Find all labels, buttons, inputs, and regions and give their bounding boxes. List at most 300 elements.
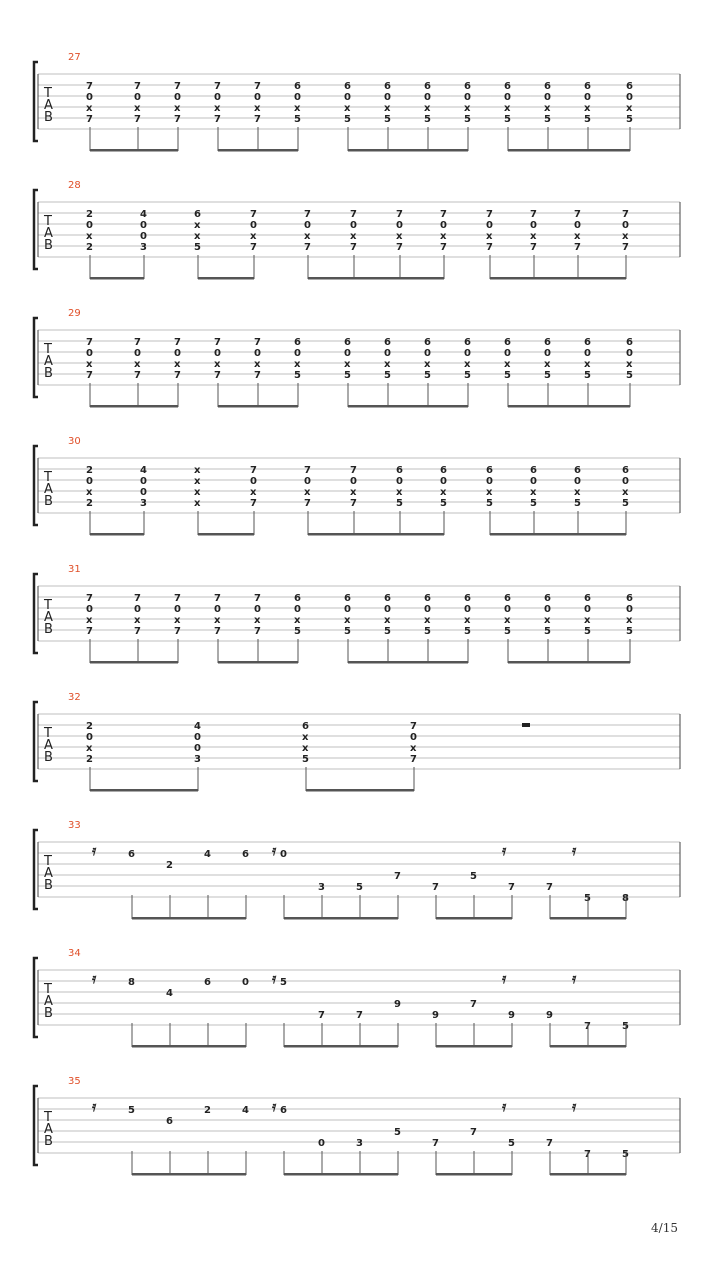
fret-number: 0 [544,604,551,615]
fret-number: 6 [194,209,201,220]
fret-number: 0 [440,220,447,231]
fret-number: 7 [574,209,581,220]
fret-number: 7 [174,337,181,348]
fret-number: x [396,487,403,498]
fret-number: 5 [280,977,287,988]
fret-number: 7 [214,337,221,348]
fret-number: x [622,487,629,498]
fret-number: 5 [384,370,391,381]
fret-number: x [626,615,633,626]
fret-number: 0 [294,348,301,359]
fret-number: 0 [384,604,391,615]
tab-system [32,308,684,418]
tab-staff [32,832,684,932]
fret-number: 5 [384,626,391,637]
fret-number: 0 [86,604,93,615]
fret-number: x [424,615,431,626]
fret-number: 4 [194,721,201,732]
fret-number: 0 [486,220,493,231]
fret-number: 4 [140,209,147,220]
fret-number: 0 [86,348,93,359]
fret-number: 0 [410,732,417,743]
tab-clef-a: A [44,482,53,498]
fret-number: 6 [424,81,431,92]
beam [218,405,298,408]
fret-number: 0 [214,92,221,103]
fret-number: 6 [626,593,633,604]
rest: 𝄿 [272,843,277,859]
rest: 𝄿 [502,971,507,987]
tab-staff [32,64,684,164]
fret-number: x [250,231,257,242]
fret-number: 5 [464,626,471,637]
fret-number: 0 [584,604,591,615]
fret-number: 0 [464,92,471,103]
fret-number: 7 [254,337,261,348]
fret-number: x [464,103,471,114]
rest: 𝄿 [92,1099,97,1115]
fret-number: 6 [128,849,135,860]
measure-number: 27 [68,52,81,63]
fret-number: x [396,231,403,242]
fret-number: 7 [304,498,311,509]
fret-number: 6 [574,465,581,476]
fret-number: x [194,476,201,487]
fret-number: 0 [174,604,181,615]
fret-number: x [194,498,201,509]
fret-number: x [574,231,581,242]
fret-number: 7 [86,337,93,348]
fret-number: 6 [464,337,471,348]
fret-number: 0 [344,604,351,615]
rest: 𝄿 [92,971,97,987]
tab-clef-b: B [44,494,53,510]
fret-number: 0 [530,476,537,487]
fret-number: 5 [344,626,351,637]
beam [348,661,468,664]
fret-number: 7 [134,593,141,604]
fret-number: 0 [86,732,93,743]
system-bracket [34,574,38,653]
system-bracket [34,446,38,525]
fret-number: 7 [254,81,261,92]
fret-number: 3 [194,754,201,765]
fret-number: 5 [394,1127,401,1138]
measure-number: 29 [68,308,81,319]
fret-number: x [504,615,511,626]
tab-clef-t: T [44,470,52,485]
tab-staff [32,448,684,548]
system-bracket [34,702,38,781]
fret-number: 7 [134,370,141,381]
fret-number: 0 [214,604,221,615]
fret-number: 7 [134,81,141,92]
fret-number: x [304,231,311,242]
fret-number: 7 [86,370,93,381]
measure-number: 32 [68,692,81,703]
fret-number: 6 [530,465,537,476]
fret-number: 6 [486,465,493,476]
fret-number: 2 [86,721,93,732]
fret-number: 5 [622,1149,629,1160]
beam [198,533,254,536]
tab-staff [32,1088,684,1188]
tab-staff [32,576,684,676]
tab-clef-b: B [44,750,53,766]
fret-number: 7 [254,370,261,381]
fret-number: 6 [302,721,309,732]
fret-number: x [622,231,629,242]
tab-system [32,564,684,674]
fret-number: 6 [424,337,431,348]
fret-number: 6 [396,465,403,476]
system-bracket [34,190,38,269]
rest: 𝄿 [502,1099,507,1115]
fret-number: 5 [440,498,447,509]
beam [490,533,626,536]
fret-number: 7 [622,209,629,220]
fret-number: 0 [294,92,301,103]
fret-number: x [424,103,431,114]
fret-number: 0 [134,92,141,103]
fret-number: 0 [350,220,357,231]
fret-number: 4 [242,1105,249,1116]
fret-number: 7 [86,114,93,125]
fret-number: 6 [584,81,591,92]
fret-number: x [194,220,201,231]
tab-system [32,820,684,930]
fret-number: 0 [86,92,93,103]
fret-number: 6 [544,81,551,92]
fret-number: 5 [424,114,431,125]
beam [218,661,298,664]
beam [198,277,254,280]
fret-number: 7 [250,465,257,476]
fret-number: 2 [86,209,93,220]
fret-number: 0 [504,92,511,103]
fret-number: 0 [440,476,447,487]
fret-number: x [350,231,357,242]
tab-clef-b: B [44,878,53,894]
fret-number: 0 [424,348,431,359]
fret-number: 7 [86,626,93,637]
tab-clef-a: A [44,866,53,882]
fret-number: 0 [140,487,147,498]
fret-number: x [250,487,257,498]
fret-number: 6 [294,337,301,348]
fret-number: 6 [424,593,431,604]
system-bracket [34,318,38,397]
fret-number: 0 [544,92,551,103]
fret-number: 7 [440,209,447,220]
fret-number: 6 [504,593,511,604]
tab-clef-t: T [44,214,52,229]
fret-number: 7 [350,209,357,220]
fret-number: 6 [626,81,633,92]
fret-number: x [584,359,591,370]
fret-number: 0 [424,604,431,615]
fret-number: 5 [344,370,351,381]
fret-number: 7 [410,754,417,765]
beam [508,405,630,408]
fret-number: x [530,487,537,498]
measure-number: 34 [68,948,81,959]
beam [284,917,398,920]
fret-number: 0 [574,220,581,231]
tab-clef-t: T [44,598,52,613]
beam [550,1045,626,1048]
fret-number: x [424,359,431,370]
fret-number: 7 [214,81,221,92]
fret-number: 6 [440,465,447,476]
fret-number: x [194,487,201,498]
fret-number: 6 [464,593,471,604]
beam [508,149,630,152]
fret-number: 7 [432,1138,439,1149]
fret-number: 0 [384,348,391,359]
fret-number: 5 [504,370,511,381]
fret-number: 5 [626,370,633,381]
fret-number: 0 [574,476,581,487]
fret-number: 6 [294,593,301,604]
fret-number: 5 [464,370,471,381]
fret-number: 7 [214,593,221,604]
fret-number: 7 [174,593,181,604]
fret-number: 4 [204,849,211,860]
fret-number: 6 [464,81,471,92]
fret-number: 0 [622,476,629,487]
fret-number: 6 [344,337,351,348]
fret-number: 5 [622,1021,629,1032]
fret-number: 0 [86,476,93,487]
beam [490,277,626,280]
fret-number: 2 [86,754,93,765]
fret-number: 0 [254,348,261,359]
fret-number: 7 [546,1138,553,1149]
fret-number: x [294,359,301,370]
fret-number: 0 [250,220,257,231]
fret-number: 0 [194,743,201,754]
fret-number: 6 [504,337,511,348]
beam [436,1173,512,1176]
fret-number: x [304,487,311,498]
beam [90,533,144,536]
fret-number: 0 [504,348,511,359]
fret-number: 7 [174,370,181,381]
fret-number: 7 [410,721,417,732]
fret-number: 7 [486,209,493,220]
measure-number: 35 [68,1076,81,1087]
fret-number: 5 [584,893,591,904]
fret-number: 5 [504,626,511,637]
fret-number: 7 [622,242,629,253]
tab-clef-a: A [44,994,53,1010]
fret-number: 5 [396,498,403,509]
fret-number: 5 [544,626,551,637]
fret-number: x [134,103,141,114]
fret-number: 7 [134,626,141,637]
fret-number: x [464,359,471,370]
beam [550,1173,626,1176]
beam [90,661,178,664]
fret-number: x [86,487,93,498]
fret-number: x [254,359,261,370]
fret-number: 2 [86,242,93,253]
fret-number: 7 [574,242,581,253]
fret-number: 7 [304,465,311,476]
fret-number: x [350,487,357,498]
fret-number: 0 [622,220,629,231]
fret-number: 0 [174,92,181,103]
fret-number: x [626,103,633,114]
beam [90,149,178,152]
fret-number: 7 [250,498,257,509]
fret-number: 5 [294,114,301,125]
system-bracket [34,62,38,141]
fret-number: 6 [344,81,351,92]
fret-number: x [410,743,417,754]
fret-number: x [134,615,141,626]
beam [218,149,298,152]
fret-number: 9 [432,1010,439,1021]
tab-clef-a: A [44,226,53,242]
fret-number: 0 [134,348,141,359]
fret-number: 5 [384,114,391,125]
fret-number: 2 [166,860,173,871]
fret-number: 0 [140,220,147,231]
beam [348,149,468,152]
tab-clef-b: B [44,1006,53,1022]
fret-number: 5 [584,114,591,125]
tab-clef-b: B [44,238,53,254]
fret-number: 5 [626,114,633,125]
fret-number: 7 [214,370,221,381]
tab-clef-t: T [44,1110,52,1125]
fret-number: 2 [204,1105,211,1116]
fret-number: 0 [626,604,633,615]
fret-number: 7 [214,114,221,125]
beam [348,405,468,408]
beam [90,789,198,792]
fret-number: 7 [304,209,311,220]
fret-number: 5 [574,498,581,509]
fret-number: 7 [350,242,357,253]
measure-number: 31 [68,564,81,575]
beam [90,277,144,280]
fret-number: 8 [622,893,629,904]
fret-number: 7 [584,1149,591,1160]
fret-number: 7 [432,882,439,893]
fret-number: x [302,743,309,754]
fret-number: 0 [304,476,311,487]
fret-number: 0 [254,92,261,103]
fret-number: 7 [134,337,141,348]
fret-number: x [214,359,221,370]
tab-clef-a: A [44,738,53,754]
fret-number: 3 [356,1138,363,1149]
tab-staff [32,960,684,1060]
fret-number: 0 [584,348,591,359]
fret-number: 5 [302,754,309,765]
fret-number: x [384,615,391,626]
fret-number: 7 [134,114,141,125]
fret-number: 6 [294,81,301,92]
tab-system [32,1076,684,1186]
rest: 𝄿 [572,843,577,859]
fret-number: 5 [530,498,537,509]
fret-number: 7 [174,626,181,637]
fret-number: x [134,359,141,370]
fret-number: 7 [394,871,401,882]
fret-number: 7 [254,593,261,604]
fret-number: x [254,615,261,626]
fret-number: 0 [134,604,141,615]
fret-number: 9 [508,1010,515,1021]
fret-number: 7 [174,114,181,125]
fret-number: x [440,487,447,498]
beam [308,533,444,536]
fret-number: 0 [250,476,257,487]
tab-clef-a: A [44,1122,53,1138]
fret-number: 0 [194,732,201,743]
fret-number: x [344,615,351,626]
fret-number: x [214,615,221,626]
fret-number: x [86,103,93,114]
fret-number: 0 [464,348,471,359]
half-rest [522,723,530,727]
fret-number: 0 [504,604,511,615]
beam [306,789,414,792]
fret-number: 7 [86,81,93,92]
fret-number: 0 [294,604,301,615]
fret-number: x [464,615,471,626]
fret-number: 7 [584,1021,591,1032]
tab-clef-b: B [44,366,53,382]
fret-number: 5 [294,626,301,637]
fret-number: 6 [242,849,249,860]
tab-clef-t: T [44,342,52,357]
beam [508,661,630,664]
fret-number: 7 [86,593,93,604]
fret-number: 0 [626,348,633,359]
fret-number: 5 [544,114,551,125]
tab-system [32,948,684,1058]
tab-clef-b: B [44,1134,53,1150]
fret-number: 6 [344,593,351,604]
fret-number: 6 [384,593,391,604]
fret-number: x [584,615,591,626]
fret-number: 8 [128,977,135,988]
fret-number: 0 [242,977,249,988]
fret-number: 5 [508,1138,515,1149]
fret-number: 5 [424,626,431,637]
fret-number: 6 [204,977,211,988]
fret-number: x [194,465,201,476]
fret-number: x [86,743,93,754]
fret-number: 6 [384,81,391,92]
fret-number: 5 [584,370,591,381]
fret-number: x [504,103,511,114]
fret-number: x [544,615,551,626]
fret-number: 0 [140,476,147,487]
fret-number: x [504,359,511,370]
beam [550,917,626,920]
fret-number: 9 [394,999,401,1010]
fret-number: x [486,487,493,498]
fret-number: 7 [356,1010,363,1021]
fret-number: 2 [86,465,93,476]
fret-number: 6 [166,1116,173,1127]
